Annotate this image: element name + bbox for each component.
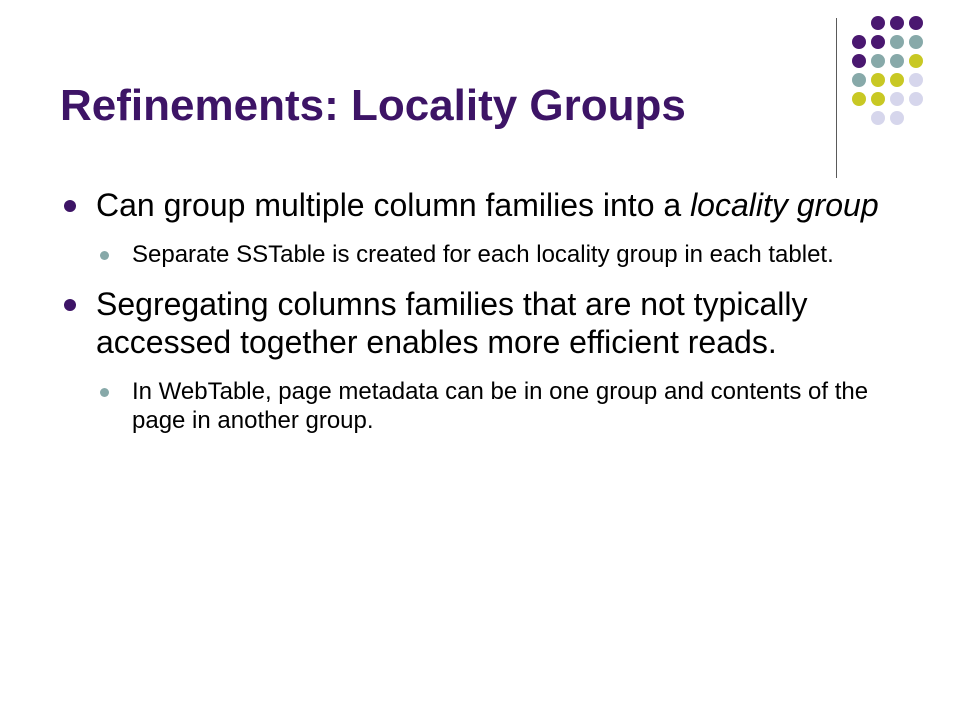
decorative-dot [871, 54, 885, 68]
decorative-dot [871, 111, 885, 125]
sub-bullet-item [60, 377, 900, 435]
decorative-dot [890, 111, 904, 125]
decorative-dot [890, 92, 904, 106]
sub-bullet-point-icon [100, 388, 109, 397]
decorative-dot [890, 73, 904, 87]
decorative-dot [890, 35, 904, 49]
decorative-dot [852, 54, 866, 68]
decorative-dot [909, 54, 923, 68]
bullet-text: Segregating columns families that are not typically accessed together enables more efficient reads. [96, 286, 808, 360]
slide-title: Refinements: Locality Groups [60, 81, 686, 130]
slide-body [60, 186, 900, 435]
bullet-text: Can group multiple column families into a [96, 187, 691, 223]
sub-bullet-text: Separate SSTable is created for each locality group in each tablet. [132, 241, 834, 268]
decorative-dot [852, 35, 866, 49]
decorative-dot [890, 16, 904, 30]
decorative-dot [871, 73, 885, 87]
sub-bullet-item [60, 240, 900, 269]
bullet-point-icon [64, 200, 76, 212]
decorative-dot [852, 92, 866, 106]
bullet-item [60, 285, 900, 361]
bullet-emphasis-text: locality group [690, 187, 879, 223]
sub-bullet-text: In WebTable, page metadata can be in one group and contents of the page in another group. [132, 378, 869, 434]
decorative-dot [909, 16, 923, 30]
bullet-point-icon [64, 299, 76, 311]
decorative-dot [909, 92, 923, 106]
decorative-dot [909, 35, 923, 49]
decorative-dot [909, 73, 923, 87]
sub-bullet-point-icon [100, 251, 109, 260]
bullet-item [60, 186, 900, 224]
decorative-dot [890, 54, 904, 68]
decorative-dot [871, 92, 885, 106]
decorative-dot [871, 16, 885, 30]
decorative-dot [852, 73, 866, 87]
title-divider-line [836, 18, 837, 178]
decorative-dot [871, 35, 885, 49]
